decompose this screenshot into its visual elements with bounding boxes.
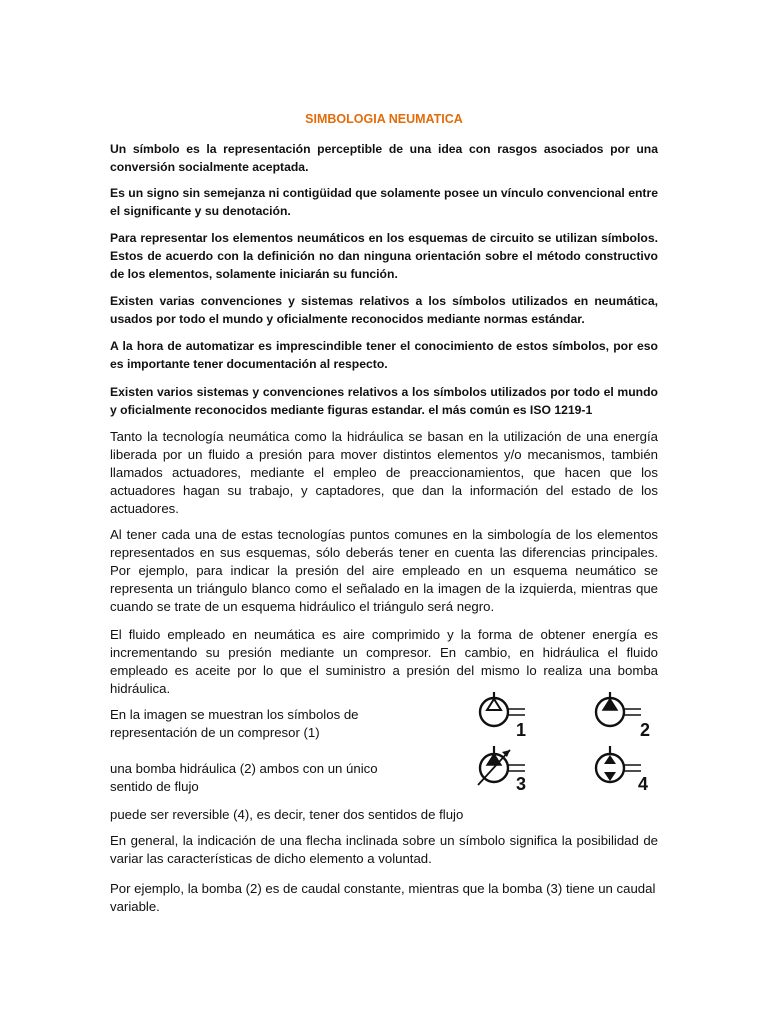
paragraph-3: Para representar los elementos neumáticos en los esquemas de circuito se utilizan símbolos. Estos de acuerdo con la definición no dan ninguna orientación sobre el método constructivo de los elementos, solamente iniciarán su función. [110,231,658,282]
pump-symbols-svg [470,690,670,794]
pump-symbols-figure [470,690,670,794]
symbol-label-1: 1 [516,720,527,740]
paragraph-7: Tanto la tecnología neumática como la hidráulica se basan en la utilización de una energía liberada por un fluido a presión para mover distintos elementos y/o mecanismos, también llamados actuadores, mediante el empleo de preaccionamientos, que hacen que los actuadores hagan su trabajo, y captadores, que dan la información del estado de los actuadores. [110,429,658,516]
paragraph-5: A la hora de automatizar es imprescindible tener el conocimiento de estos símbolos, por eso es importante tener documentación al respecto. [110,339,658,372]
paragraph-12: puede ser reversible (4), es decir, tener dos sentidos de flujo [110,807,464,822]
paragraph-10: En la imagen se muestran los símbolos de representación de un compresor (1) [110,707,359,740]
paragraph-6: Existen varios sistemas y convenciones relativos a los símbolos utilizados por todo el mundo y oficialmente reconocidos mediante figuras estandar. el más común es ISO 1219-1 [110,385,658,418]
paragraph-2: Es un signo sin semejanza ni contigüidad que solamente posee un vínculo convencional entre el significante y su denotación. [110,186,658,219]
paragraph-4: Existen varias convenciones y sistemas relativos a los símbolos utilizados en neumática, usados por todo el mundo y oficialmente reconocidos mediante normas estándar. [110,294,658,327]
reversible-pump-symbol [596,746,648,794]
paragraph-11: una bomba hidráulica (2) ambos con un único sentido de flujo [110,761,378,794]
paragraph-8: Al tener cada una de estas tecnologías puntos comunes en la simbología de los elementos representados en sus esquemas, sólo deberás tener en cuenta las diferencias principales. Por ejemplo, para indicar la presión del aire empleado en un esquema neumático se representa un triángulo blanco como el señalado en la imagen de la izquierda, mientras que cuando se trate de un esquema hidráulico el triángulo será negro. [110,527,658,614]
symbol-label-4: 4 [638,774,649,794]
paragraph-9: El fluido empleado en neumática es aire comprimido y la forma de obtener energía es incrementando su presión mediante un compresor. En cambio, en hidráulica el fluido empleado es aceite por lo que el suministro a presión del mismo lo realiza una bomba hidráulica. [110,627,658,696]
symbol-label-3: 3 [516,774,527,794]
paragraph-13: En general, la indicación de una flecha inclinada sobre un símbolo significa la posibilidad de variar las características de dicho elemento a voluntad. [110,833,658,866]
paragraph-1: Un símbolo es la representación perceptible de una idea con rasgos asociados por una conversión socialmente aceptada. [110,142,658,175]
compressor-symbol [480,692,526,740]
document-title: SIMBOLOGIA NEUMATICA [305,112,463,126]
symbol-label-2: 2 [640,720,651,740]
hydraulic-pump-symbol [596,692,650,740]
variable-pump-symbol [478,746,526,794]
paragraph-14: Por ejemplo, la bomba (2) es de caudal constante, mientras que la bomba (3) tiene un caudal variable. [110,881,656,914]
